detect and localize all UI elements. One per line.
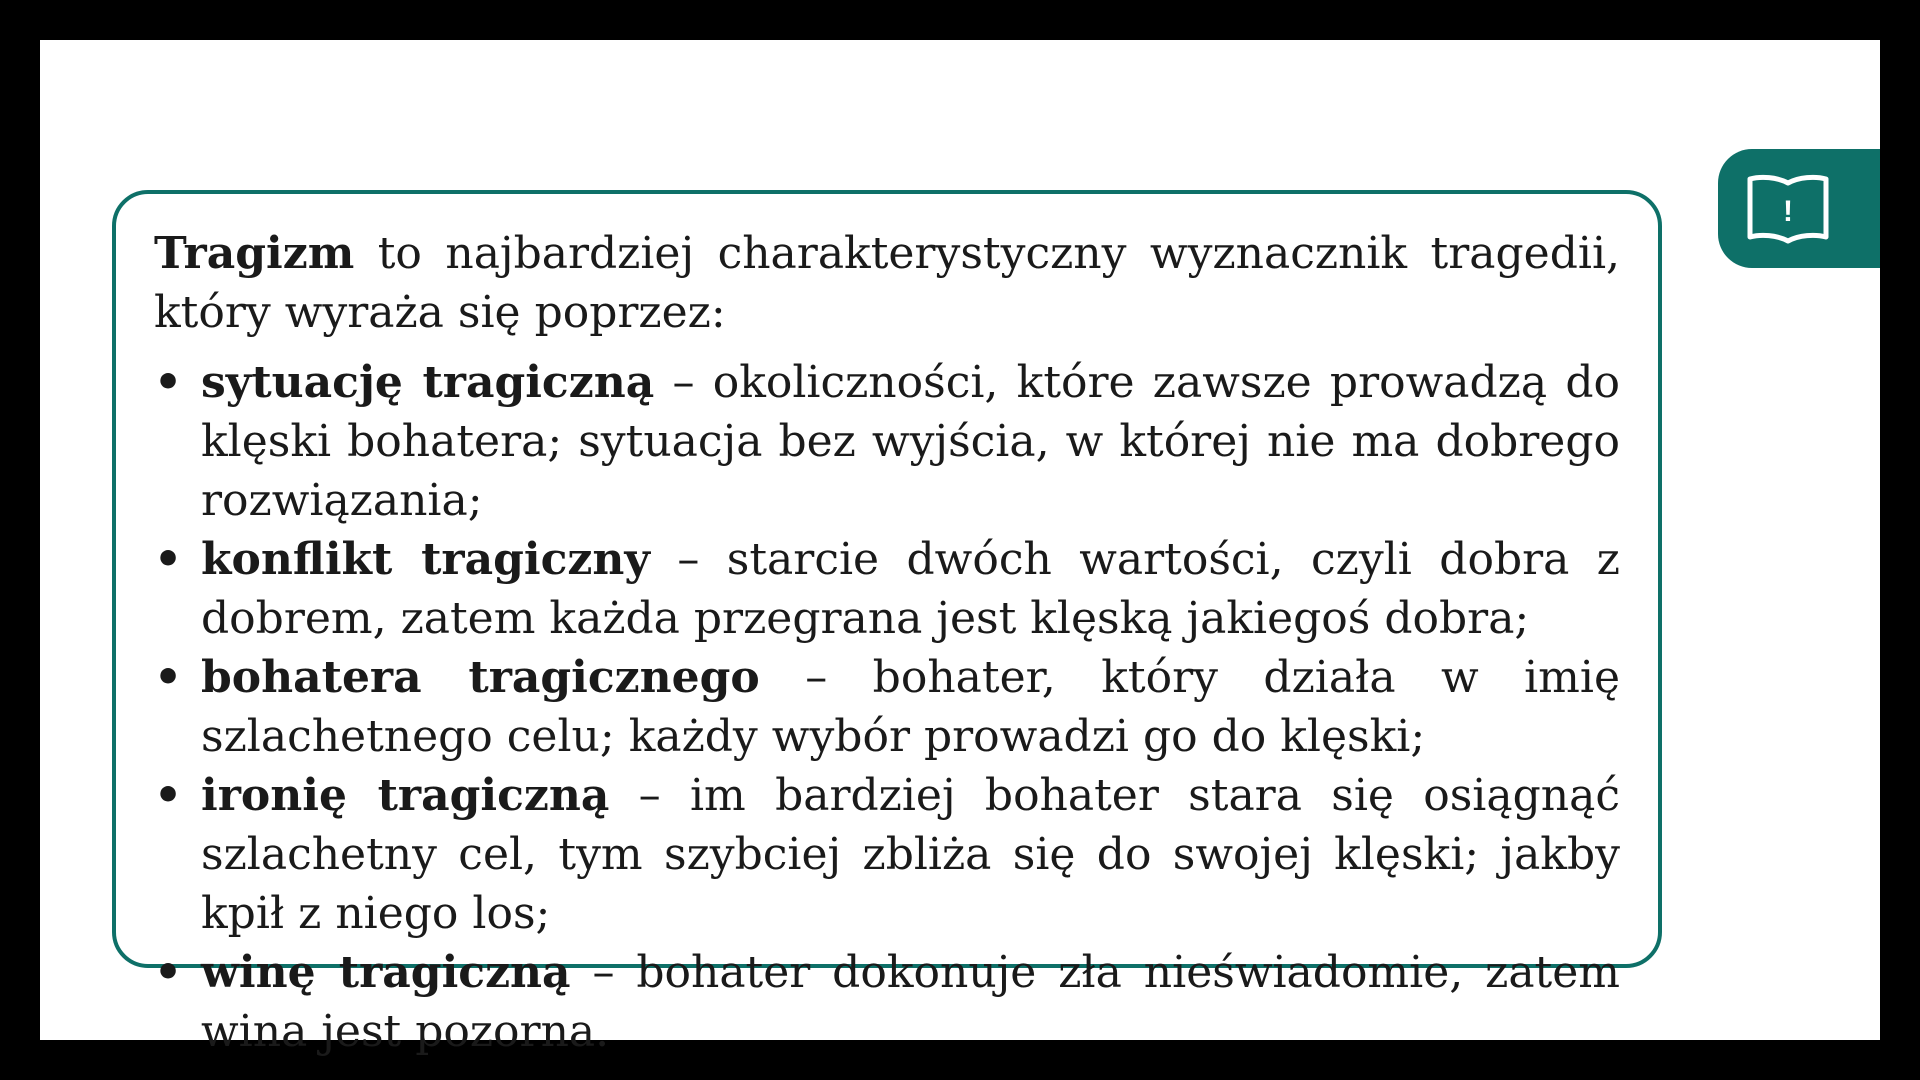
list-item	[154, 766, 1620, 943]
open-book-exclamation-icon	[1745, 171, 1831, 247]
list-item	[154, 353, 1620, 530]
feature-list	[154, 353, 1620, 1061]
item-description: – bohater dokonuje zła nieświadomie, zatem wina jest pozorna.	[201, 947, 1620, 1057]
important-note-badge	[1718, 149, 1880, 268]
exclamation-glyph: !	[1783, 194, 1793, 228]
list-item	[154, 943, 1620, 1061]
item-description: – starcie dwóch wartości, czyli dobra z dobrem, zatem każda przegrana jest klęską jakiegoś dobra;	[201, 534, 1620, 644]
item-term: winę tragiczną	[201, 947, 571, 998]
bullet-icon: •	[154, 770, 183, 821]
item-term: sytuację tragiczną	[201, 357, 655, 408]
item-description: – bohater, który działa w imię szlachetnego celu; każdy wybór prowadzi go do klęski;	[201, 652, 1621, 762]
definition-box	[112, 190, 1662, 1057]
item-term: ironię tragiczną	[201, 770, 610, 821]
bullet-icon: •	[154, 534, 183, 585]
item-term: konflikt tragiczny	[201, 534, 650, 585]
list-item	[154, 530, 1620, 648]
item-description: – im bardziej bohater stara się osiągnąć szlachetny cel, tym szybciej zbliża się do swojej klęski; jakby kpił z niego los;	[201, 770, 1620, 939]
intro-paragraph	[154, 224, 1620, 342]
intro-term: Tragizm	[154, 228, 355, 279]
bullet-icon: •	[154, 947, 183, 998]
item-term: bohatera tragicznego	[201, 652, 760, 703]
bullet-icon: •	[154, 357, 183, 408]
bullet-icon: •	[154, 652, 183, 703]
item-description: – okoliczności, które zawsze prowadzą do klęski bohatera; sytuacja bez wyjścia, w której nie ma dobrego rozwiązania;	[201, 357, 1620, 526]
intro-text: to najbardziej charakterystyczny wyznacznik tragedii, który wyraża się poprzez:	[154, 228, 1620, 338]
slide	[40, 40, 1880, 1057]
list-item	[154, 648, 1620, 766]
